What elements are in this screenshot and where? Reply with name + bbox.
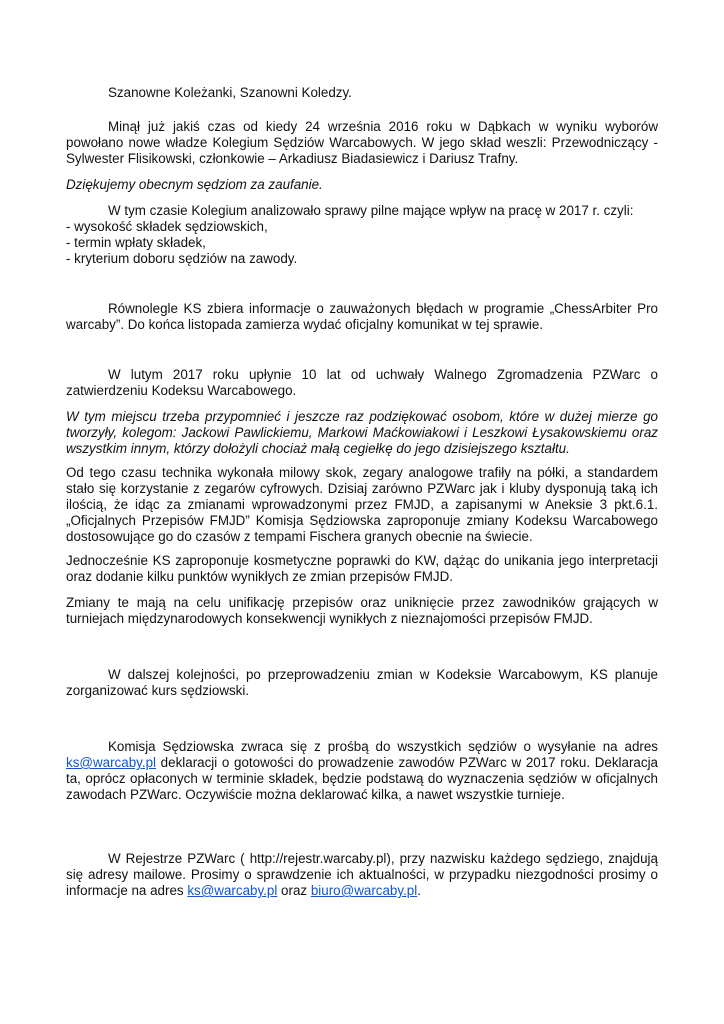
paragraph-declarations — [66, 739, 658, 803]
biuro-email-link[interactable]: biuro@warcaby.pl — [310, 883, 418, 898]
ks-email-link[interactable]: ks@warcaby.pl — [66, 755, 156, 770]
list-item: - wysokość składek sędziowskich, — [66, 219, 268, 234]
paragraph-referee-course: W dalszej kolejności, po przeprowadzeniu zmian w Kodeksie Warcabowym, KS planuje zorganizować kurs sędziowski. — [66, 667, 658, 698]
thanks-line: Dziękujemy obecnym sędziom za zaufanie. — [66, 177, 323, 192]
paragraph-cosmetic-changes: Jednocześnie KS zaproponuje kosmetyczne poprawki do KW, dążąc do unikania jego interpretacji oraz dodanie kilku punktów wynikłych ze zmian przepisów FMJD. — [66, 553, 658, 584]
paragraph-new-authorities: Minął już jakiś czas od kiedy 24 września 2016 roku w Dąbkach w wyniku wyborów powołano nowe władze Kolegium Sędziów Warcabowych. W jego skład weszli: Przewodniczący - Sylwester Flisikowski, członkowie – Arkadiusz Biadasiewicz i Dariusz Trafny. — [66, 119, 658, 166]
declarations-text-end: deklaracji o gotowości do prowadzenie zawodów PZWarc w 2017 roku. Deklaracja ta, oprócz opłaconych w terminie składek, będzie podstawą do wyznaczenia sędziów w oficjalnych zawodach PZWarc. Oczywiście można deklarować kilka, a nawet wszystkie turnieje. — [66, 755, 658, 802]
pressing-matters-list — [66, 219, 658, 267]
declarations-text-start: Komisja Sędziowska zwraca się z prośbą do wszystkich sędziów o wysyłanie na adres — [108, 739, 658, 754]
registry-conjunction: oraz — [277, 883, 311, 898]
ks-email-link[interactable]: ks@warcaby.pl — [187, 883, 278, 898]
paragraph-registry — [66, 851, 658, 899]
paragraph-chessarbiter: Równolegle KS zbiera informacje o zauważonych błędach w programie „ChessArbiter Pro warcaby”. Do końca listopada zamierza wydać oficjalny komunikat w tej sprawie. — [66, 301, 658, 332]
registry-text: W Rejestrze PZWarc ( http://rejestr.warcaby.pl), przy nazwisku każdego sędziego, znajdują się adresy mailowe. Prosimy o sprawdzenie ich aktualności, w przypadku niezgodności prosimy o informacje na adres — [66, 851, 658, 898]
greeting: Szanowne Koleżanki, Szanowni Koledzy. — [108, 85, 352, 100]
list-item: - termin wpłaty składek, — [66, 235, 206, 250]
paragraph-unification: Zmiany te mają na celu unifikację przepisów oraz uniknięcie przez zawodników grających w turniejach międzynarodowych konsekwencji wynikłych z nieznajomości przepisów FMJD. — [66, 595, 658, 626]
paragraph-acknowledgements: W tym miejscu trzeba przypomnieć i jeszcze raz podziękować osobom, które w dużej mierze go tworzyły, kolegom: Jackowi Pawlickiemu, Markowi Maćkowiakowi i Leszkowi Łysakowskiemu oraz wszystkim innym, którzy dołożyli chociaż małą cegiełkę do jego dzisiejszego kształtu. — [66, 409, 658, 456]
paragraph-digital-clocks: Od tego czasu technika wykonała milowy skok, zegary analogowe trafiły na półki, a standardem stało się korzystanie z zegarów cyfrowych. Dzisiaj zarówno PZWarc jak i kluby dysponują taką ich ilością, że idąc za zmianami wprowadzonymi przez FMJD, a zapisanymi w Aneksie 3 pkt.6.1. „Oficjalnych Przepisów FMJD” Komisja Sędziowska zaproponuje zmiany Kodeksu Warcabowego dostosowujące go do czasów z tempami Fischera granych obecnie na świecie. — [66, 465, 658, 544]
paragraph-anniversary: W lutym 2017 roku upłynie 10 lat od uchwały Walnego Zgromadzenia PZWarc o zatwierdzeniu Kodeksu Warcabowego. — [66, 367, 658, 398]
registry-period: . — [417, 883, 421, 898]
paragraph-pressing-matters: W tym czasie Kolegium analizowało sprawy pilne mające wpływ na pracę w 2017 r. czyli: — [108, 203, 634, 218]
list-item: - kryterium doboru sędziów na zawody. — [66, 251, 298, 266]
